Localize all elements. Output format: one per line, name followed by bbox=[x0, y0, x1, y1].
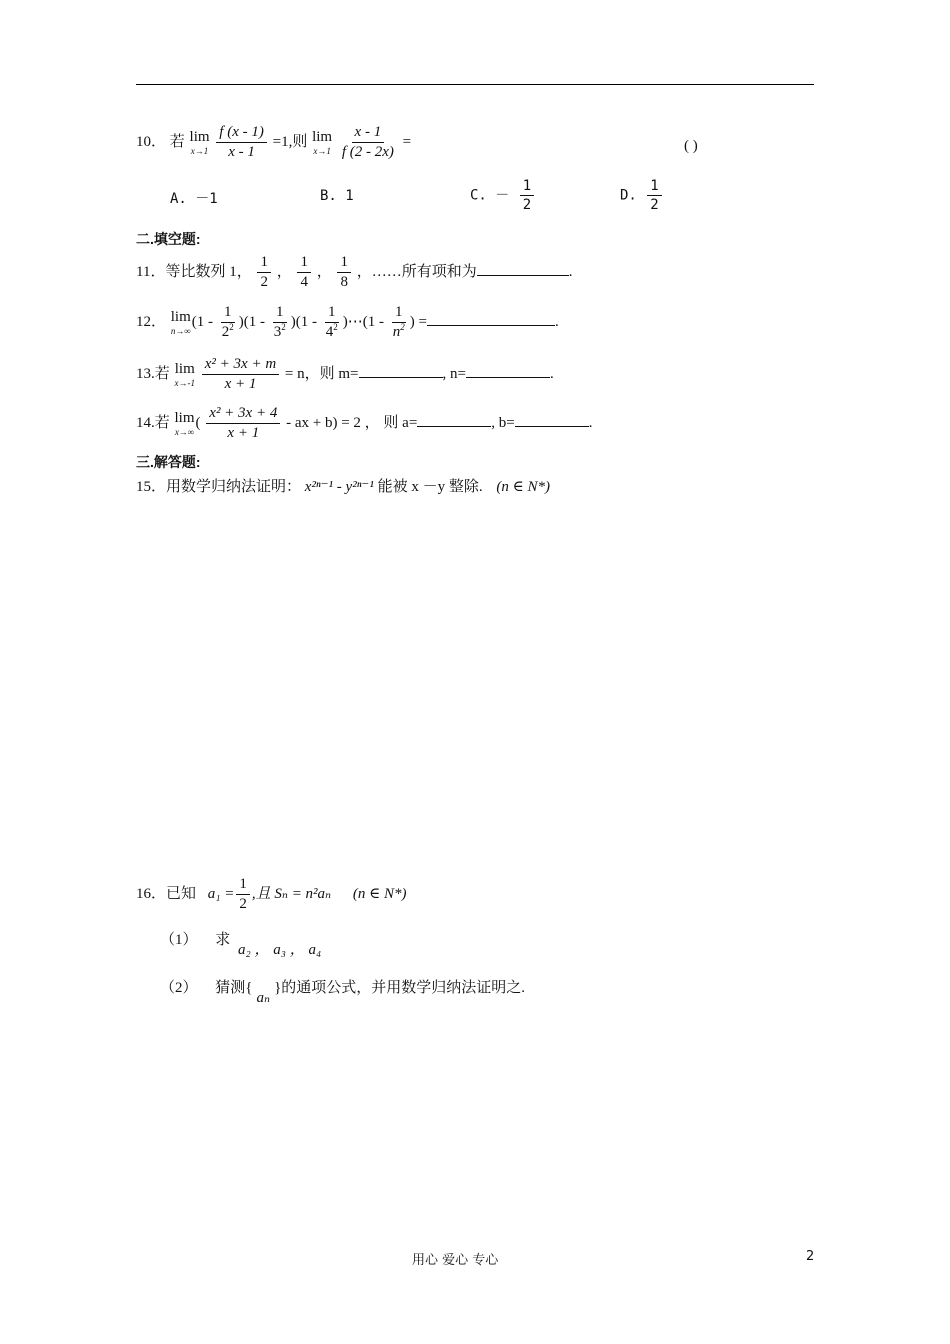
option-b: B. 1 bbox=[320, 188, 354, 204]
footer-slogan: 用心 爱心 专心 bbox=[412, 1253, 499, 1268]
base: 4 bbox=[325, 324, 334, 341]
question-16-part-1 bbox=[160, 928, 322, 958]
exponent: 2 bbox=[281, 322, 286, 333]
numerator: x² + 3x + 4 bbox=[206, 405, 280, 424]
question-number: 10． bbox=[136, 134, 167, 151]
fraction bbox=[206, 405, 280, 443]
fraction bbox=[339, 124, 397, 162]
denominator: 2 bbox=[239, 896, 247, 913]
comma: ， bbox=[276, 264, 292, 281]
text: ( bbox=[195, 415, 201, 432]
denominator: 2 bbox=[650, 197, 659, 214]
denominator: 2 bbox=[522, 197, 532, 214]
answer-blank[interactable] bbox=[427, 312, 555, 326]
denominator bbox=[323, 323, 341, 341]
lim-word: lim bbox=[174, 360, 195, 377]
lim-word: lim bbox=[170, 308, 191, 325]
text: )(1 - bbox=[290, 314, 318, 331]
question-16-part-2 bbox=[160, 976, 526, 1006]
limit-operator bbox=[190, 130, 210, 156]
text: 求 bbox=[215, 932, 231, 948]
part-label: （1） bbox=[160, 932, 198, 948]
numerator: 1 bbox=[221, 304, 235, 323]
denominator: 2 bbox=[260, 274, 268, 291]
answer-blank-n[interactable] bbox=[466, 364, 550, 378]
text: , n= bbox=[442, 366, 466, 383]
base: n bbox=[392, 324, 401, 341]
answer-blank-b[interactable] bbox=[515, 413, 589, 427]
fraction bbox=[257, 254, 271, 292]
lim-subscript: x→1 bbox=[190, 145, 209, 156]
period: . bbox=[568, 264, 573, 281]
base: 3 bbox=[273, 324, 282, 341]
question-15 bbox=[136, 475, 550, 496]
lim-subscript: x→∞ bbox=[174, 426, 195, 437]
answer-blank-m[interactable] bbox=[359, 364, 443, 378]
lim-word: lim bbox=[174, 409, 195, 426]
question-11 bbox=[136, 254, 573, 292]
text: ) = bbox=[409, 314, 427, 331]
numerator: 1 bbox=[520, 178, 534, 196]
text: (1 - bbox=[191, 314, 214, 331]
fraction bbox=[297, 254, 311, 292]
base: 2 bbox=[221, 324, 230, 341]
option-label: C. － bbox=[470, 187, 510, 204]
lim-subscript: x→-1 bbox=[174, 377, 196, 388]
lim-subscript: n→∞ bbox=[170, 325, 191, 336]
condition: (n ∈ N*) bbox=[496, 479, 550, 495]
numerator: 1 bbox=[325, 304, 339, 323]
period: . bbox=[555, 314, 559, 331]
denominator: 4 bbox=[300, 274, 308, 291]
text: }的通项公式，并用数学归纳法证明之. bbox=[274, 980, 526, 996]
numerator: 1 bbox=[647, 178, 661, 196]
lim-subscript: x→1 bbox=[313, 145, 331, 156]
option-a: A. －1 bbox=[170, 191, 218, 207]
option-label: D. bbox=[620, 187, 637, 204]
text: = n，则 m= bbox=[284, 366, 359, 383]
fraction bbox=[216, 124, 267, 162]
numerator: x - 1 bbox=[352, 124, 385, 143]
question-10 bbox=[136, 124, 411, 162]
denominator bbox=[390, 323, 408, 341]
answer-paren: ( ) bbox=[684, 138, 698, 154]
fraction bbox=[271, 304, 289, 342]
denominator: f (2 - 2x) bbox=[341, 144, 394, 161]
period: . bbox=[588, 415, 593, 432]
text: 13.若 bbox=[136, 366, 170, 383]
variables: a₂ ， a₃ ， a₄ bbox=[238, 942, 322, 958]
limit-operator bbox=[171, 310, 191, 336]
variable: aₙ bbox=[256, 990, 271, 1006]
denominator bbox=[271, 323, 289, 341]
denominator bbox=[219, 323, 237, 341]
fraction bbox=[202, 356, 279, 394]
part-label: （2） bbox=[160, 980, 198, 996]
text: 11．等比数列 1， bbox=[136, 264, 252, 281]
option-d bbox=[620, 178, 664, 213]
text: =1,则 bbox=[272, 134, 308, 151]
condition: (n ∈ N*) bbox=[352, 886, 407, 903]
question-14 bbox=[136, 405, 593, 443]
denominator: x - 1 bbox=[228, 144, 255, 161]
text: 猜测{ bbox=[215, 980, 253, 996]
denominator: x + 1 bbox=[224, 376, 257, 393]
question-12 bbox=[136, 304, 559, 342]
section-heading-fill-in: 二.填空题: bbox=[136, 231, 201, 247]
text: 能被 x －y 整除. bbox=[377, 479, 483, 495]
period: . bbox=[549, 366, 554, 383]
lim-word: lim bbox=[312, 128, 333, 145]
page-number: 2 bbox=[806, 1249, 815, 1264]
question-16 bbox=[136, 876, 407, 914]
denominator: 8 bbox=[340, 274, 348, 291]
fraction bbox=[337, 254, 351, 292]
fraction bbox=[647, 178, 661, 213]
numerator: 1 bbox=[273, 304, 287, 323]
text: , b= bbox=[491, 415, 515, 432]
text: 16．已知 bbox=[136, 886, 197, 903]
fraction bbox=[520, 178, 534, 213]
fraction bbox=[219, 304, 237, 342]
text: 若 bbox=[169, 134, 185, 151]
header-rule bbox=[136, 84, 814, 85]
numerator: 1 bbox=[392, 304, 406, 323]
sum-expr: ,且 Sₙ = n²aₙ bbox=[251, 886, 332, 903]
exponent: 2 bbox=[400, 322, 405, 333]
expression: x²ⁿ⁻¹ - y²ⁿ⁻¹ bbox=[304, 479, 374, 495]
limit-operator bbox=[175, 362, 196, 388]
exponent: 2 bbox=[229, 322, 234, 333]
text: 15．用数学归纳法证明： bbox=[136, 479, 302, 495]
numerator: 1 bbox=[337, 254, 351, 273]
fraction bbox=[390, 304, 408, 342]
numerator: x² + 3x + m bbox=[202, 356, 279, 375]
limit-operator bbox=[312, 130, 332, 156]
question-number: 12． bbox=[136, 314, 167, 331]
question-13 bbox=[136, 356, 554, 394]
numerator: 1 bbox=[236, 876, 250, 895]
option-c bbox=[470, 178, 536, 213]
text: ，……所有项和为 bbox=[356, 264, 477, 281]
equals: = bbox=[402, 134, 412, 151]
a1-expr: a₁ = bbox=[207, 886, 235, 903]
fraction bbox=[236, 876, 250, 914]
text: )(1 - bbox=[238, 314, 266, 331]
limit-operator bbox=[175, 411, 195, 437]
exponent: 2 bbox=[333, 322, 338, 333]
denominator: x + 1 bbox=[227, 425, 260, 442]
text: - ax + b) = 2 ， 则 a= bbox=[286, 415, 418, 432]
lim-word: lim bbox=[189, 128, 210, 145]
comma: ， bbox=[316, 264, 332, 281]
text: )⋯(1 - bbox=[342, 314, 385, 331]
numerator: 1 bbox=[257, 254, 271, 273]
numerator: f (x - 1) bbox=[216, 124, 267, 143]
answer-blank-a[interactable] bbox=[417, 413, 491, 427]
numerator: 1 bbox=[297, 254, 311, 273]
text: 14.若 bbox=[136, 415, 170, 432]
fraction bbox=[323, 304, 341, 342]
answer-blank[interactable] bbox=[477, 262, 569, 276]
section-heading-solutions: 三.解答题: bbox=[136, 454, 201, 470]
